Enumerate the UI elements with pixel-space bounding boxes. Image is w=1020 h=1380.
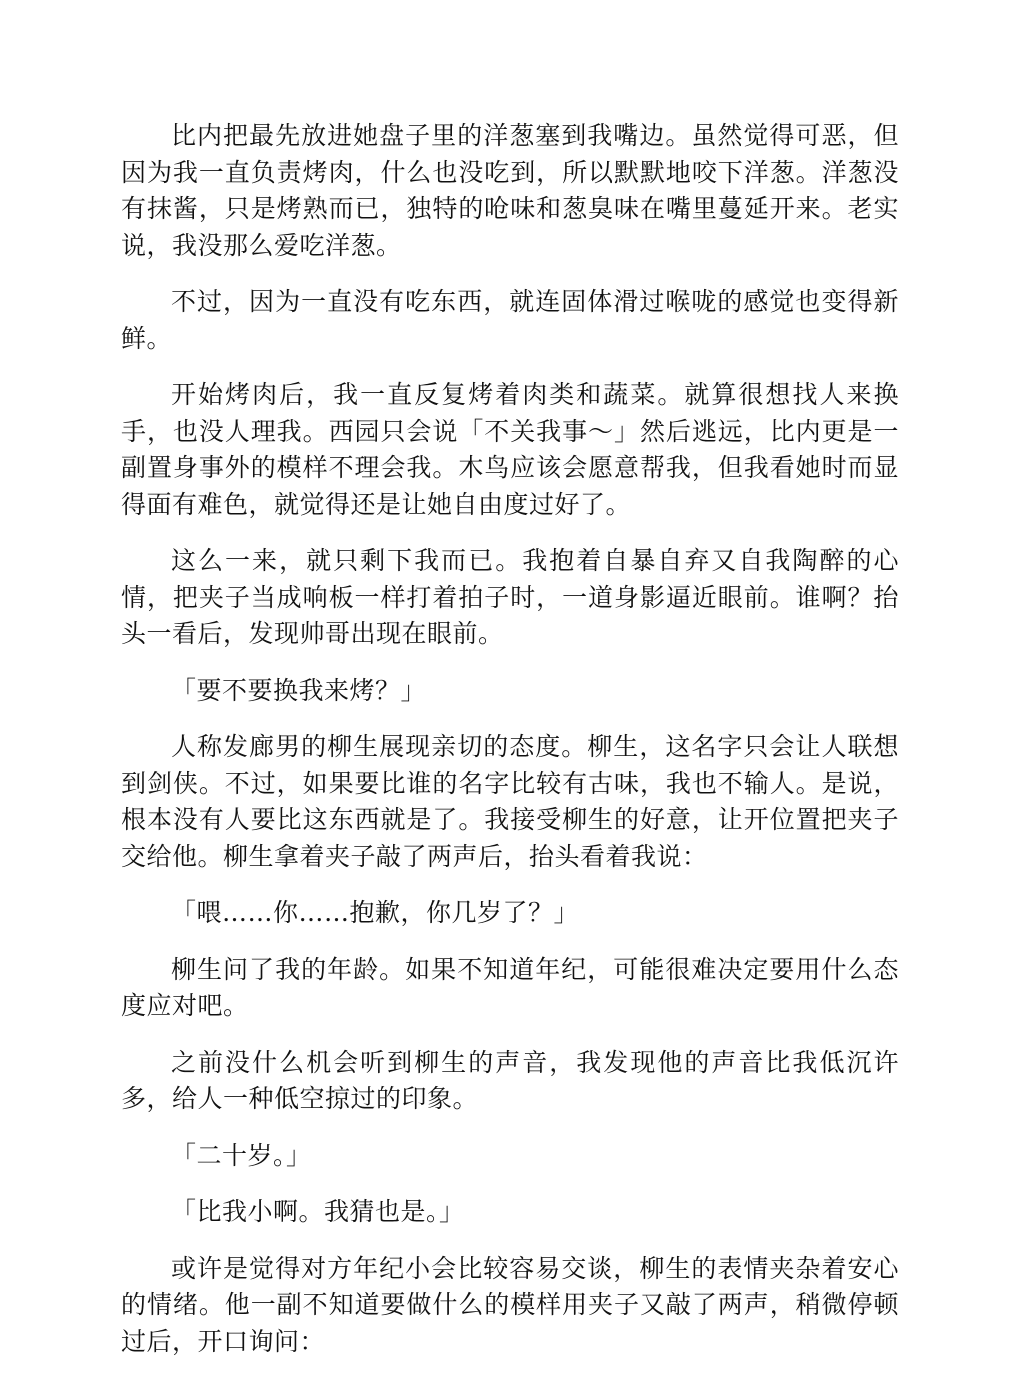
dialogue-line: 「要不要换我来烤？」 xyxy=(171,675,427,705)
paragraph: 这么一来，就只剩下我而已。我抱着自暴自弃又自我陶醉的心情，把夹子当成响板一样打着拍子时，一道身影逼近眼前。谁啊？抬头一看后，发现帅哥出现在眼前。 xyxy=(121,546,899,648)
paragraph: 之前没什么机会听到柳生的声音，我发现他的声音比我低沉许多，给人一种低空掠过的印象。 xyxy=(121,1047,899,1113)
paragraph: 人称发廊男的柳生展现亲切的态度。柳生，这名字只会让人联想到剑侠。不过，如果要比谁的名字比较有古味，我也不输人。是说，根本没有人要比这东西就是了。我接受柳生的好意，让开位置把夹子交给他。柳生拿着夹子敲了两声后，抬头看着我说： xyxy=(121,732,899,871)
document-page xyxy=(121,118,899,1380)
paragraph: 比内把最先放进她盘子里的洋葱塞到我嘴边。虽然觉得可恶，但因为我一直负责烤肉，什么也没吃到，所以默默地咬下洋葱。洋葱没有抹酱，只是烤熟而已，独特的呛味和葱臭味在嘴里蔓延开来。老实说，我没那么爱吃洋葱。 xyxy=(121,121,899,260)
paragraph: 开始烤肉后，我一直反复烤着肉类和蔬菜。就算很想找人来换手，也没人理我。西园只会说「不关我事～」然后逃远，比内更是一副置身事外的模样不理会我。木鸟应该会愿意帮我，但我看她时而显得面有难色，就觉得还是让她自由度过好了。 xyxy=(121,380,899,519)
dialogue-line: 「二十岁。」 xyxy=(171,1140,312,1170)
paragraph: 或许是觉得对方年纪小会比较容易交谈，柳生的表情夹杂着安心的情绪。他一副不知道要做什么的模样用夹子又敲了两声，稍微停顿过后，开口询问： xyxy=(121,1253,899,1356)
dialogue-line: 「喂……你……抱歉，你几岁了？」 xyxy=(171,898,580,927)
dialogue-line: 「比我小啊。我猜也是。」 xyxy=(171,1197,465,1226)
paragraph: 柳生问了我的年龄。如果不知道年纪，可能很难决定要用什么态度应对吧。 xyxy=(121,954,899,1020)
paragraph: 不过，因为一直没有吃东西，就连固体滑过喉咙的感觉也变得新鲜。 xyxy=(121,287,899,353)
